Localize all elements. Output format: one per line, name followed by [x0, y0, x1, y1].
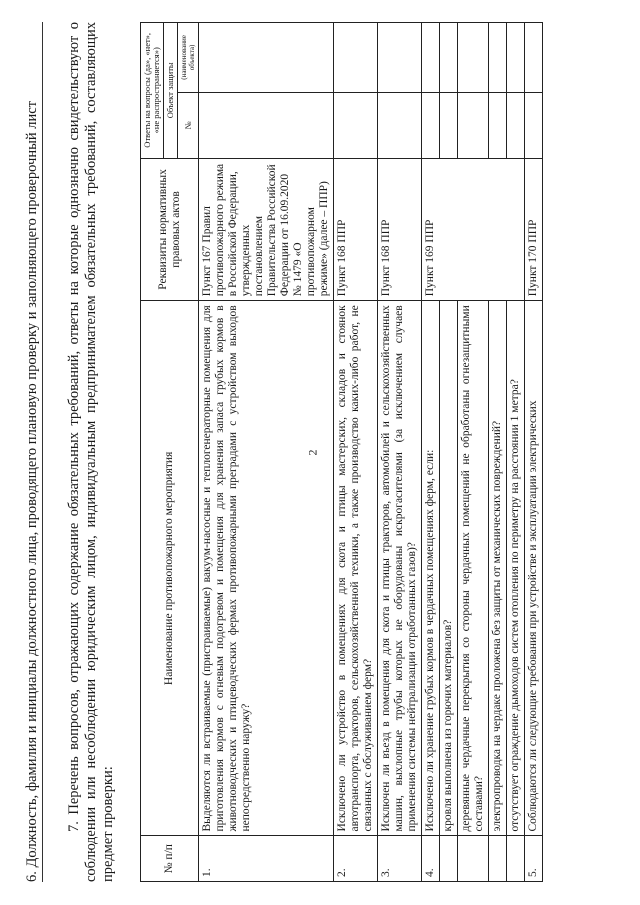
row-num — [458, 836, 489, 882]
row-num — [489, 836, 507, 882]
section-7-text: 7. Перечень вопросов, отражающих содержание обязательных требований, ответы на которые однозначно свидетельствуют о соблюдении или несоблюдении юридическим лицом, индивидуальным предпринимателем обязательных требований, составляющих предмет проверки: — [66, 22, 116, 882]
row-num: 3. — [378, 836, 422, 882]
section-7 — [66, 22, 117, 882]
row-object-cell[interactable] — [334, 23, 378, 93]
page-number: 2 — [305, 449, 320, 456]
row-object-cell[interactable] — [378, 23, 422, 93]
row-num — [507, 836, 525, 882]
document-sheet — [20, 22, 620, 882]
row-object-cell[interactable] — [507, 23, 525, 93]
row-name: деревянные чердачные перекрытия со стороны чердачных помещений не обработаны огнезащитными составами? — [458, 301, 489, 836]
table-row — [525, 23, 543, 882]
section-6 — [24, 22, 43, 882]
table-row — [422, 23, 440, 882]
table-header-row — [141, 23, 164, 882]
row-name: отсутствует ограждение дымоходов систем отопления по периметру на расстоянии 1 метра? — [507, 301, 525, 836]
row-req: Пункт 170 ППР — [525, 158, 543, 301]
row-answer-cell[interactable] — [334, 92, 378, 158]
row-req: Пункт 168 ППР — [378, 158, 422, 301]
row-req: Пункт 167 Правил противопожарного режима в Российской Федерации, утвержденных постановлением Правительства Российской Федерации от 16.09.2020 № 1479 «О противопожарном режиме» (далее – ППР) — [199, 158, 334, 301]
header-name: Наименование противопожарного мероприятия — [141, 301, 199, 836]
row-object-cell[interactable] — [440, 23, 458, 93]
row-name: электропроводка на чердаке проложена без защиты от механических повреждений? — [489, 301, 507, 836]
header-object-no: № — [178, 92, 199, 158]
row-name: Исключено ли устройство в помещениях для скота и птицы мастерских, складов и стоянок автотранспорта, тракторов, сельскохозяйственной техники, а также производство каких-либо работ, не связанных с обслуживанием ферм? — [334, 301, 378, 836]
row-answer-cell[interactable] — [525, 92, 543, 158]
row-object-cell[interactable] — [525, 23, 543, 93]
row-name: Исключен ли въезд в помещения для скота и птицы тракторов, автомобилей и сельскохозяйственных машин, выхлопные трубы которых не оборудованы искрогасителями (за исключением случаев применения системы нейтрализации отработанных газов)? — [378, 301, 422, 836]
row-num: 4. — [422, 836, 440, 882]
row-object-cell[interactable] — [489, 23, 507, 93]
row-num: 1. — [199, 836, 334, 882]
header-answers: Ответы на вопросы (да», «нет», «не распространяется») — [141, 23, 164, 159]
row-num: 2. — [334, 836, 378, 882]
header-num: № п/п — [141, 836, 199, 882]
row-answer-cell[interactable] — [440, 92, 458, 158]
table-row — [489, 23, 507, 882]
row-name: Соблюдаются ли следующие требования при устройстве и эксплуатации электрических — [525, 301, 543, 836]
row-req: Пункт 168 ППР — [334, 158, 378, 301]
row-num: 5. — [525, 836, 543, 882]
row-answer-cell[interactable] — [458, 92, 489, 158]
table-row — [199, 23, 334, 882]
table-row — [458, 23, 489, 882]
table-row — [334, 23, 378, 882]
row-name: Выделяются ли встраиваемые (пристраиваемые) вакуум-насосные и теплогенераторные помещения для приготовления кормов с огневым подогревом и помещения для хранения запаса грубых кормов в животноводческих и птицеводческих фермах противопожарными преградами с устройством выходов непосредственно наружу? — [199, 301, 334, 836]
table-row — [507, 23, 525, 882]
table-row — [440, 23, 458, 882]
row-answer-cell[interactable] — [422, 92, 440, 158]
row-name: кровля выполнена из горючих материалов? — [440, 301, 458, 836]
row-object-cell[interactable] — [422, 23, 440, 93]
header-req: Реквизиты нормативных правовых актов — [141, 158, 199, 301]
row-answer-cell[interactable] — [199, 92, 334, 158]
table-row — [378, 23, 422, 882]
row-answer-cell[interactable] — [378, 92, 422, 158]
row-object-cell[interactable] — [199, 23, 334, 93]
header-object-name: (наименование объекта) — [178, 23, 199, 93]
row-answer-cell[interactable] — [507, 92, 525, 158]
checklist-table — [140, 22, 543, 882]
row-req: Пункт 169 ППР — [422, 158, 525, 301]
row-object-cell[interactable] — [458, 23, 489, 93]
row-answer-cell[interactable] — [489, 92, 507, 158]
section-6-text: 6. Должность, фамилия и инициалы должностного лица, проводящего плановую проверку и заполняющего проверочный лист — [24, 22, 43, 882]
row-num — [440, 836, 458, 882]
header-object-label: Объект защиты — [164, 23, 178, 159]
row-name: Исключено ли хранение грубых кормов в чердачных помещениях ферм, если: — [422, 301, 440, 836]
